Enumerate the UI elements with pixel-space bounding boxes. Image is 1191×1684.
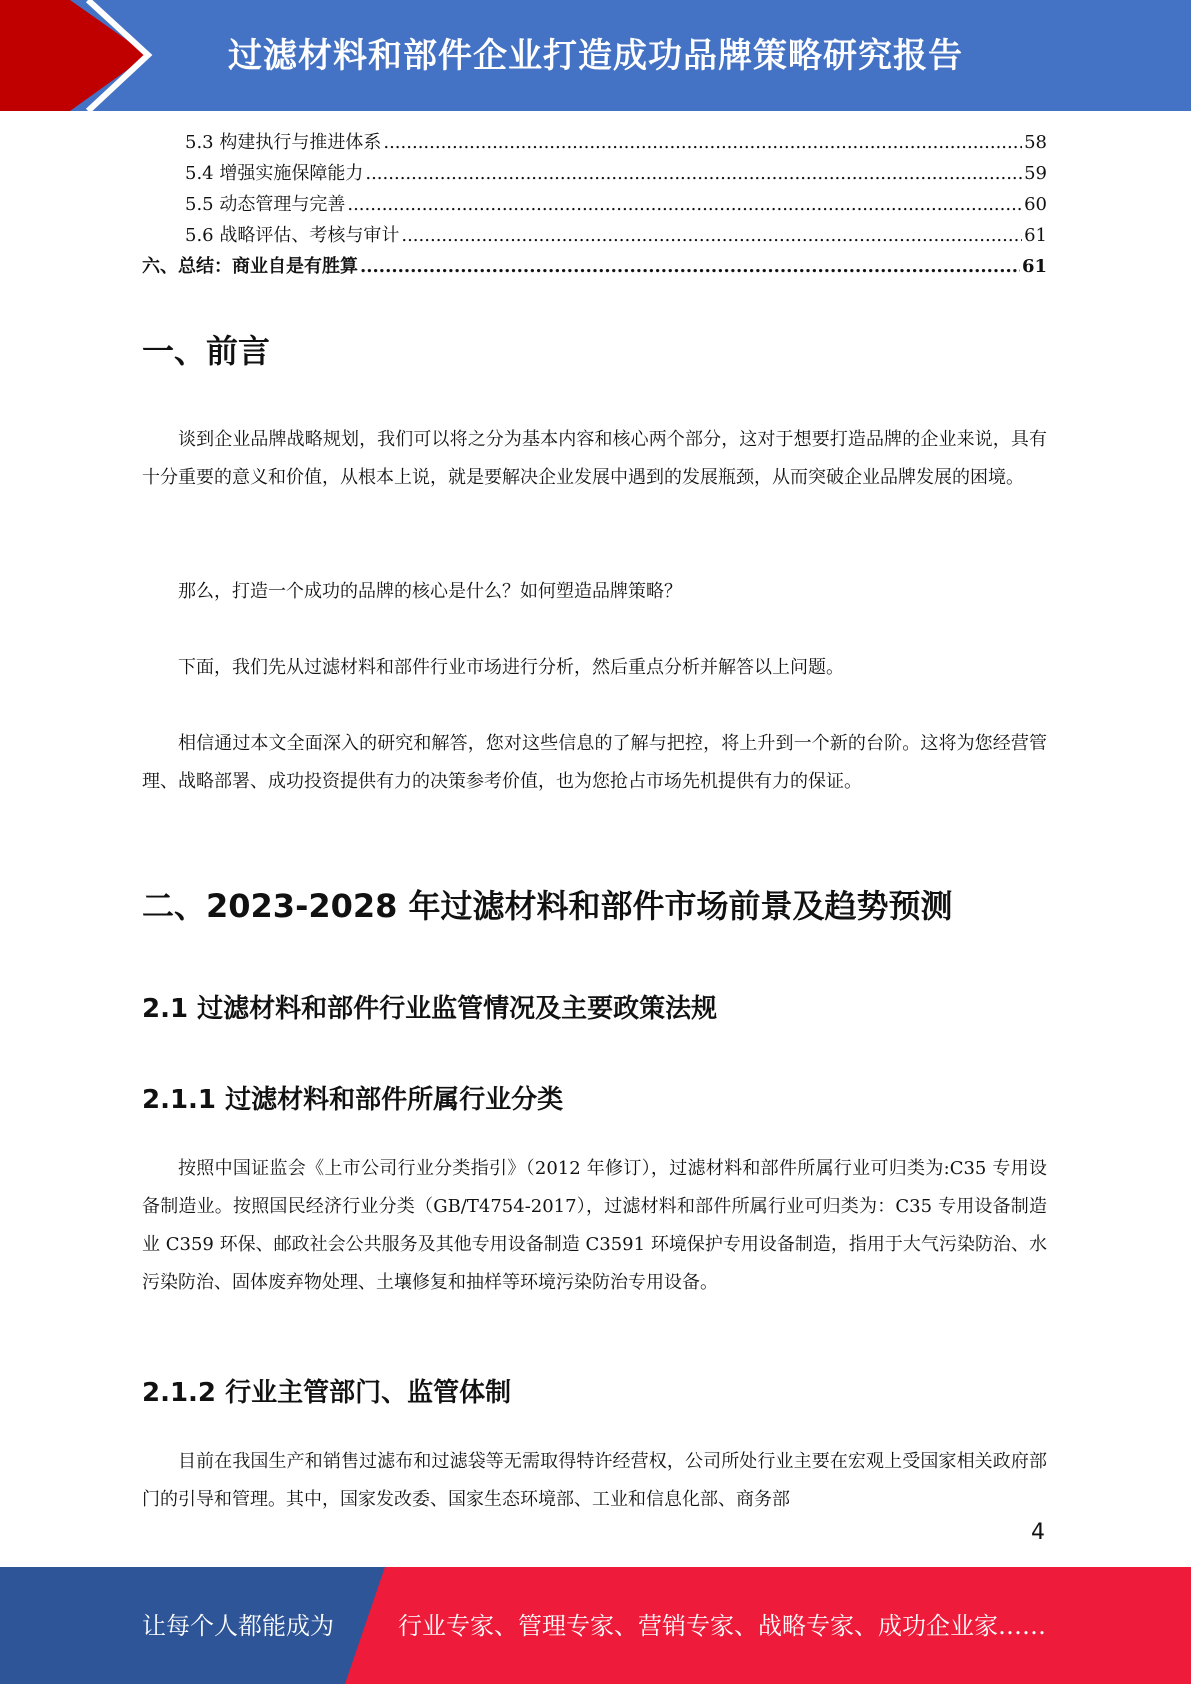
footer-banner: [0, 1567, 1191, 1684]
toc-entry-page: 61: [1024, 225, 1047, 246]
toc-entry-label: 六、总结：商业自是有胜算: [142, 256, 358, 277]
paragraph: 按照中国证监会《上市公司行业分类指引》（2012 年修订），过滤材料和部件所属行业可归类为:C35 专用设备制造业。按照国民经济行业分类（GB/T4754-2017），过滤材料和部件所属行业可归类为：C35 专用设备制造业 C359 环保、邮政社会公共服务及其他专用设备制造 C3591 环境保护专用设备制造，指用于大气污染防治、水污染防治、固体废弃物处理、土壤修复和抽样等环境污染防治专用设备。: [142, 1158, 1047, 1293]
toc-entry[interactable]: [142, 128, 1047, 159]
toc-entry-label: 5.3 构建执行与推进体系: [185, 132, 382, 153]
section-heading-preface: 一、前言: [142, 332, 271, 370]
paragraph: 下面，我们先从过滤材料和部件行业市场进行分析，然后重点分析并解答以上问题。: [178, 657, 844, 678]
paragraph: 目前在我国生产和销售过滤布和过滤袋等无需取得特许经营权，公司所处行业主要在宏观上受国家相关政府部门的引导和管理。其中，国家发改委、国家生态环境部、工业和信息化部、商务部: [142, 1451, 1047, 1510]
subsection-heading: 2.1.2 行业主管部门、监管体制: [142, 1378, 512, 1408]
toc-entry-page: 61: [1021, 256, 1047, 277]
toc-leader-dots: [347, 194, 1022, 215]
footer-slogan-left: 让每个人都能成为: [142, 1612, 334, 1640]
toc-leader-dots: [360, 256, 1020, 277]
toc-entry-label: 5.5 动态管理与完善: [185, 194, 346, 215]
toc-entry-page: 59: [1024, 163, 1047, 184]
toc-entry-label: 5.6 战略评估、考核与审计: [185, 225, 400, 246]
paragraph: 那么，打造一个成功的品牌的核心是什么？如何塑造品牌策略？: [178, 581, 682, 602]
paragraph: 相信通过本文全面深入的研究和解答，您对这些信息的了解与把控，将上升到一个新的台阶。这将为您经营管理、战略部署、成功投资提供有力的决策参考价值，也为您抢占市场先机提供有力的保证。: [142, 733, 1047, 792]
toc-entry[interactable]: [142, 221, 1047, 252]
report-title: 过滤材料和部件企业打造成功品牌策略研究报告: [228, 36, 963, 76]
section-heading-market: 二、2023-2028 年过滤材料和部件市场前景及趋势预测: [142, 887, 953, 925]
toc-entry[interactable]: [142, 159, 1047, 190]
page-number: 4: [1031, 1520, 1045, 1545]
subsection-heading: 2.1.1 过滤材料和部件所属行业分类: [142, 1085, 564, 1115]
toc-entry[interactable]: [142, 252, 1047, 283]
toc-leader-dots: [401, 225, 1022, 246]
toc-leader-dots: [365, 163, 1022, 184]
header-banner: [0, 0, 1191, 111]
toc-entry-page: 60: [1024, 194, 1047, 215]
toc-entry-page: 58: [1024, 132, 1047, 153]
table-of-contents: [142, 128, 1047, 283]
paragraph: 谈到企业品牌战略规划，我们可以将之分为基本内容和核心两个部分，这对于想要打造品牌的企业来说，具有十分重要的意义和价值，从根本上说，就是要解决企业发展中遇到的发展瓶颈，从而突破企业品牌发展的困境。: [142, 429, 1047, 488]
toc-leader-dots: [383, 132, 1022, 153]
toc-entry[interactable]: [142, 190, 1047, 221]
red-arrow-decoration: [0, 0, 160, 111]
subsection-heading: 2.1 过滤材料和部件行业监管情况及主要政策法规: [142, 994, 718, 1024]
footer-slogan-right: 行业专家、管理专家、营销专家、战略专家、成功企业家……: [398, 1612, 1046, 1640]
toc-entry-label: 5.4 增强实施保障能力: [185, 163, 364, 184]
